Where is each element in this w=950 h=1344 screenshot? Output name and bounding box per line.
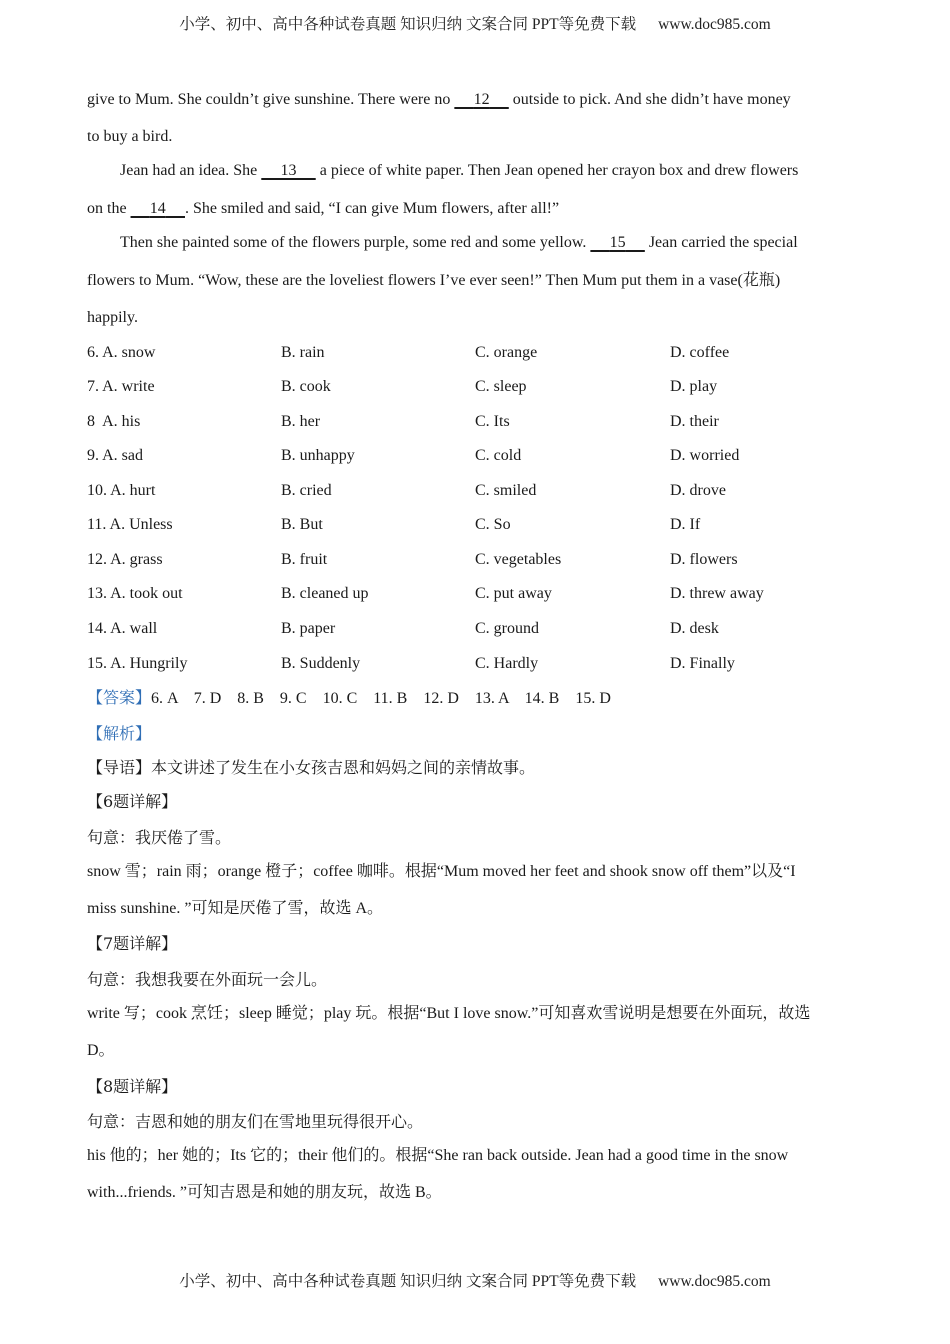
question-10-option-a: 10. A. hurt bbox=[87, 482, 156, 499]
blank-14: 14 bbox=[149, 200, 166, 217]
question-6-option-b: B. rain bbox=[281, 344, 325, 361]
question-10-option-c: C. smiled bbox=[475, 482, 537, 499]
footer-url[interactable]: www.doc985.com bbox=[658, 1273, 771, 1290]
q8-explanation: with...friends. ”可知吉恩是和她的朋友玩，故选 B。 bbox=[87, 1184, 442, 1201]
question-8-option-d: D. their bbox=[670, 413, 719, 430]
question-6-option-a: 6. A. snow bbox=[87, 344, 156, 361]
question-12-option-b: B. fruit bbox=[281, 551, 328, 568]
q6-explanation: snow 雪；rain 雨；orange 橙子；coffee 咖啡。根据“Mum moved her feet and shook snow off them”以及“I bbox=[87, 863, 796, 880]
question-13-option-d: D. threw away bbox=[670, 585, 764, 602]
q6-title: 【6题详解】 bbox=[87, 792, 178, 811]
question-8-option-b: B. her bbox=[281, 413, 321, 430]
passage-line: on the 14 . She smiled and said, “I can give Mum flowers, after all!” bbox=[87, 200, 560, 217]
question-6-option-d: D. coffee bbox=[670, 344, 730, 361]
question-15-option-b: B. Suddenly bbox=[281, 655, 361, 672]
passage-line: to buy a bird. bbox=[87, 128, 173, 145]
question-12-option-d: D. flowers bbox=[670, 551, 738, 568]
question-7-option-c: C. sleep bbox=[475, 378, 527, 395]
footer-text: 小学、初中、高中各种试卷真题 知识归纳 文案合同 PPT等免费下载 bbox=[179, 1273, 637, 1290]
answer-line bbox=[87, 688, 611, 709]
question-6-option-c: C. orange bbox=[475, 344, 538, 361]
passage-line: Jean had an idea. She 13 a piece of white paper. Then Jean opened her crayon box and drew flowers bbox=[120, 162, 799, 179]
header-text: 小学、初中、高中各种试卷真题 知识归纳 文案合同 PPT等免费下载 bbox=[179, 16, 637, 33]
passage-line: flowers to Mum. “Wow, these are the loveliest flowers I’ve ever seen!” Then Mum put them in a vase(花瓶) bbox=[87, 272, 781, 289]
question-8-option-c: C. Its bbox=[475, 413, 510, 430]
q7-explanation: write 写；cook 烹饪；sleep 睡觉；play 玩。根据“But I love snow.”可知喜欢雪说明是想要在外面玩，故选 bbox=[87, 1005, 811, 1022]
analysis-label: 【解析】 bbox=[87, 724, 152, 743]
question-7-option-d: D. play bbox=[670, 378, 718, 395]
q7-meaning: 句意：我想我要在外面玩一会儿。 bbox=[87, 970, 328, 989]
question-15-option-c: C. Hardly bbox=[475, 655, 539, 672]
question-13-option-b: B. cleaned up bbox=[281, 585, 369, 602]
passage-line: happily. bbox=[87, 309, 138, 326]
question-11-option-c: C. So bbox=[475, 516, 511, 533]
page-header bbox=[0, 12, 950, 34]
question-9-option-b: B. unhappy bbox=[281, 447, 355, 464]
question-9-option-d: D. worried bbox=[670, 447, 740, 464]
question-7-option-b: B. cook bbox=[281, 378, 331, 395]
question-9-option-c: C. cold bbox=[475, 447, 522, 464]
header-url[interactable]: www.doc985.com bbox=[658, 16, 771, 33]
q6-explanation: miss sunshine. ”可知是厌倦了雪，故选 A。 bbox=[87, 900, 384, 917]
question-12-option-c: C. vegetables bbox=[475, 551, 562, 568]
question-9-option-a: 9. A. sad bbox=[87, 447, 143, 464]
question-14-option-a: 14. A. wall bbox=[87, 620, 158, 637]
blank-12: 12 bbox=[473, 91, 490, 108]
question-8-option-a: 8 A. his bbox=[87, 413, 141, 430]
question-14-option-d: D. desk bbox=[670, 620, 719, 637]
question-15-option-d: D. Finally bbox=[670, 655, 735, 672]
question-11-option-a: 11. A. Unless bbox=[87, 516, 173, 533]
question-14-option-c: C. ground bbox=[475, 620, 539, 637]
q8-meaning: 句意：吉恩和她的朋友们在雪地里玩得很开心。 bbox=[87, 1112, 424, 1131]
answer-label: 【答案】 bbox=[87, 688, 152, 707]
page-footer bbox=[0, 1269, 950, 1291]
question-15-option-a: 15. A. Hungrily bbox=[87, 655, 188, 672]
question-14-option-b: B. paper bbox=[281, 620, 336, 637]
blank-15: 15 bbox=[609, 234, 626, 251]
question-10-option-b: B. cried bbox=[281, 482, 332, 499]
question-13-option-c: C. put away bbox=[475, 585, 552, 602]
question-10-option-d: D. drove bbox=[670, 482, 726, 499]
q7-title: 【7题详解】 bbox=[87, 934, 178, 953]
q8-explanation: his 他的；her 她的；Its 它的；their 他们的。根据“She ran back outside. Jean had a good time in the snow bbox=[87, 1147, 789, 1164]
question-7-option-a: 7. A. write bbox=[87, 378, 155, 395]
passage-line: give to Mum. She couldn’t give sunshine. There were no 12 outside to pick. And she didn’t have money bbox=[87, 91, 791, 108]
question-13-option-a: 13. A. took out bbox=[87, 585, 183, 602]
guide-text: 【导语】本文讲述了发生在小女孩吉恩和妈妈之间的亲情故事。 bbox=[87, 758, 536, 777]
question-11-option-d: D. If bbox=[670, 516, 701, 533]
question-11-option-b: B. But bbox=[281, 516, 323, 533]
q8-title: 【8题详解】 bbox=[87, 1077, 178, 1096]
q6-meaning: 句意：我厌倦了雪。 bbox=[87, 828, 232, 847]
question-12-option-a: 12. A. grass bbox=[87, 551, 163, 568]
blank-13: 13 bbox=[280, 162, 297, 179]
q7-explanation: D。 bbox=[87, 1042, 115, 1059]
answer-text: 6. A 7. D 8. B 9. C 10. C 11. B 12. D 13. A 14. B 15. D bbox=[151, 690, 611, 707]
passage-line: Then she painted some of the flowers purple, some red and some yellow. 15 Jean carried the special bbox=[120, 234, 798, 251]
